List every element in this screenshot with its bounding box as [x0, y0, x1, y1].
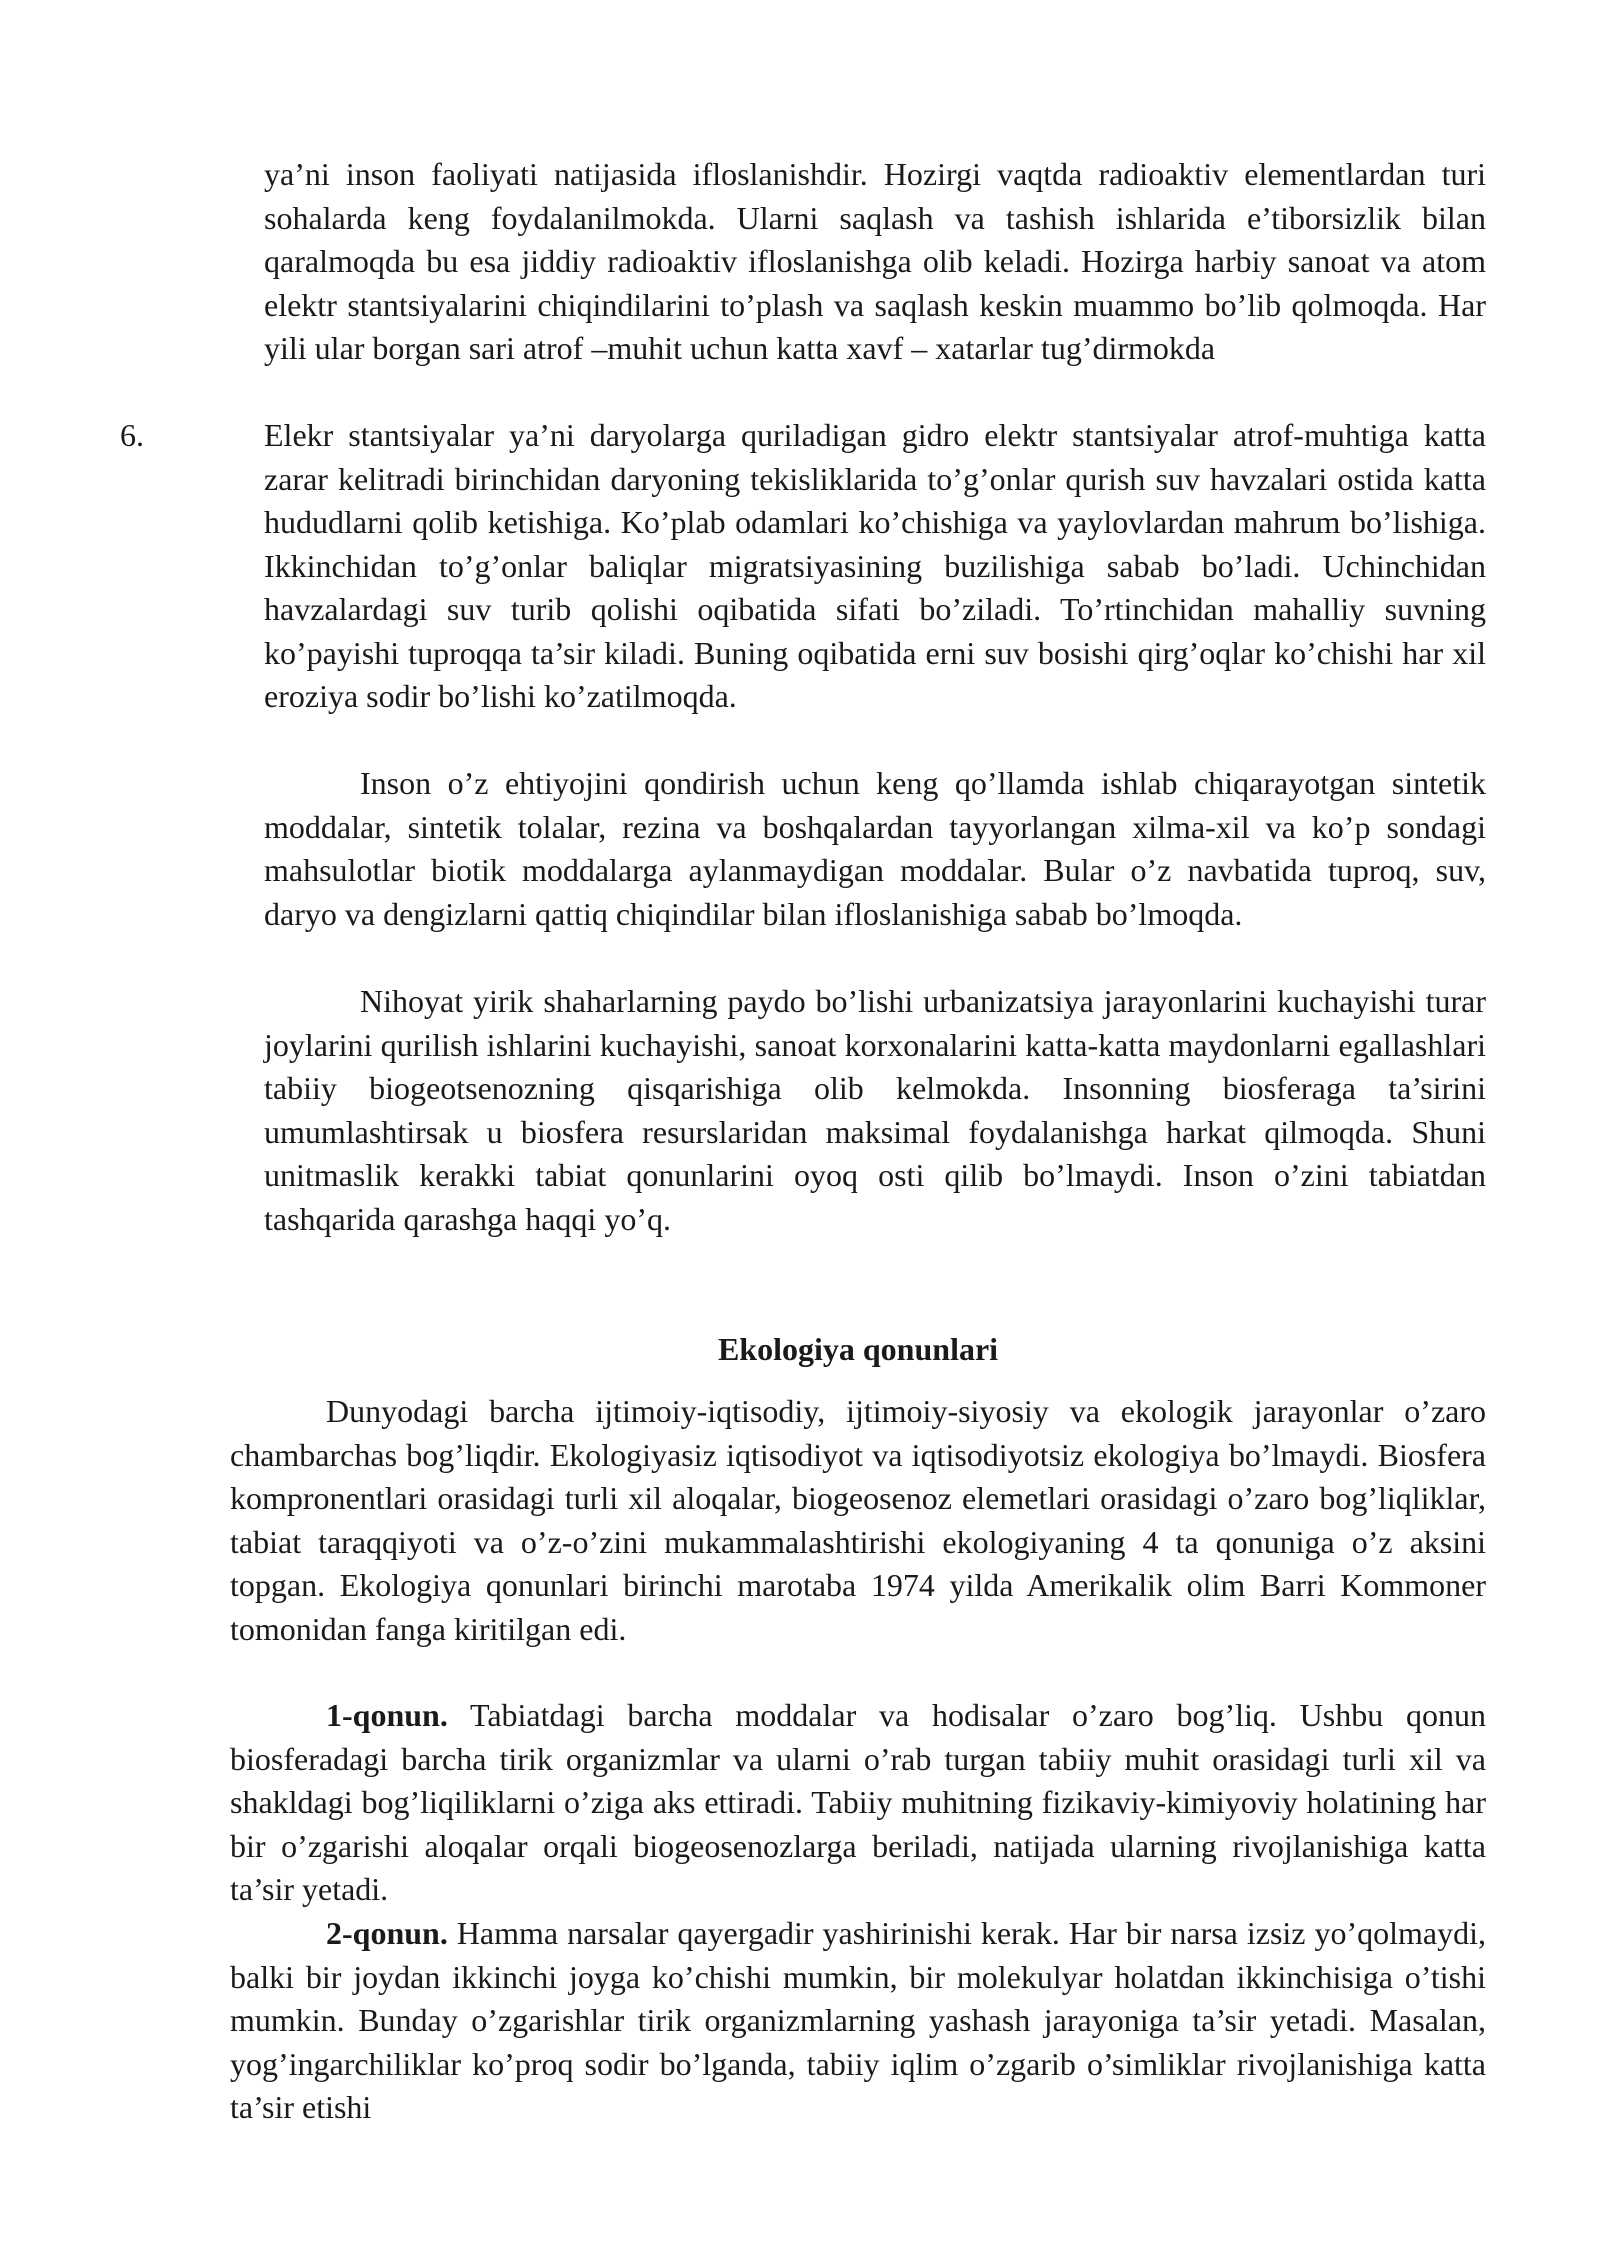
- law-2-text: Hamma narsalar qayergadir yashirinishi kerak. Har bir narsa izsiz yo’qolmaydi, balki bir joydan ikkinchi joyga ko’chishi mumkin, bir molekulyar holatdan ikkinchisiga o’tishi mumkin. Bunday o’zgarishlar tirik organizmlarning yashash jarayoniga ta’sir yetadi. Masalan, yog’ingarchiliklar ko’proq sodir bo’lganda, tabiiy iqlim o’zgarib o’simliklar rivojlanishiga katta ta’sir etishi: [230, 1915, 1486, 2125]
- paragraph-synthetic-materials: Inson o’z ehtiyojini qondirish uchun keng qo’llamda ishlab chiqarayotgan sintetik moddalar, sintetik tolalar, rezina va boshqalardan tayyorlangan xilma-xil va ko’p sondagi mahsulotlar biotik moddalarga aylanmaydigan moddalar. Bular o’z navbatida tuproq, suv, daryo va dengizlarni qattiq chiqindilar bilan ifloslanishiga sabab bo’lmoqda.: [264, 765, 1486, 932]
- law-2-label: 2-qonun.: [326, 1915, 448, 1951]
- paragraph-urbanization: Nihoyat yirik shaharlarning paydo bo’lishi urbanizatsiya jarayonlarini kuchayishi turar joylarini qurilish ishlarini kuchayishi, sanoat korxonalarini katta-katta maydonlarni egallashlari tabiiy biogeotsenozning qisqarishiga olib kelmokda. Insonning biosferaga ta’sirini umumlashtirsak u biosfera resurslaridan maksimal foydalanishga harkat qilmoqda. Shuni unitmaslik kerakki tabiat qonunlarini oyoq osti qilib bo’lmaydi. Inson o’zini tabiatdan tashqarida qarashga haqqi yo’q.: [264, 983, 1486, 1237]
- list-item-text: Elekr stantsiyalar ya’ni daryolarga quriladigan gidro elektr stantsiyalar atrof-muhtiga katta zarar kelitradi birinchidan daryoning tekisliklarida to’g’onlar qurish suv havzalari ostida katta hududlarni qolib ketishiga. Ko’plab odamlari ko’chishiga va yaylovlardan mahrum bo’lishiga. Ikkinchidan to’g’onlar baliqlar migratsiyasining buzilishiga sabab bo’ladi. Uchinchidan havzalardagi suv turib qolishi oqibatida sifati bo’ziladi. To’rtinchidan mahalliy suvning ko’payishi tuproqqa ta’sir kiladi. Buning oqibatida erni suv bosishi qirg’oqlar ko’chishi har xil eroziya sodir bo’lishi ko’zatilmoqda.: [264, 417, 1486, 714]
- law-1-text: Tabiatdagi barcha moddalar va hodisalar o’zaro bog’liq. Ushbu qonun biosferadagi barcha tirik organizmlar va ularni o’rab turgan tabiiy muhit orasidagi turli xil va shakldagi bog’liqiliklarni o’ziga aks ettiradi. Tabiiy muhitning fizikaviy-kimiyoviy holatining har bir o’zgarishi aloqalar orqali biogeosenozlarga beriladi, natijada ularning rivojlanishiga katta ta’sir yetadi.: [230, 1697, 1486, 1907]
- paragraph-intro-laws: Dunyodagi barcha ijtimoiy-iqtisodiy, ijtimoiy-siyosiy va ekologik jarayonlar o’zaro chambarchas bog’liqdir. Ekologiyasiz iqtisodiyot va iqtisodiyotsiz ekologiya bo’lmaydi. Biosfera kompronentlari orasidagi turli xil aloqalar, biogeosenoz elemetlari orasidagi o’zaro bog’liqliklar, tabiat taraqqiyoti va o’z-o’zini mukammalashtirishi ekologiyaning 4 ta qonuniga o’z aksini topgan. Ekologiya qonunlari birinchi marotaba 1974 yilda Amerikalik olim Barri Kommoner tomonidan fanga kiritilgan edi.: [230, 1393, 1486, 1647]
- continuation-paragraph: ya’ni inson faoliyati natijasida ifloslanishdir. Hozirgi vaqtda radioaktiv elementlardan turi sohalarda keng foydalanilmokda. Ularni saqlash va tashish ishlarida e’tiborsizlik bilan qaralmoqda bu esa jiddiy radioaktiv ifloslanishga olib keladi. Hozirga harbiy sanoat va atom elektr stantsiyalarini chiqindilarini to’plash va saqlash keskin muammo bo’lib qolmoqda. Har yili ular borgan sari atrof –muhit uchun katta xavf – xatarlar tug’dirmokda: [264, 156, 1486, 366]
- paragraph-law-2: [230, 1912, 1486, 2130]
- paragraph-law-1: [230, 1694, 1486, 1912]
- law-1-label: 1-qonun.: [326, 1697, 448, 1733]
- section-heading: Ekologiya qonunlari: [717, 1331, 999, 1367]
- list-item-number: 6.: [120, 417, 144, 453]
